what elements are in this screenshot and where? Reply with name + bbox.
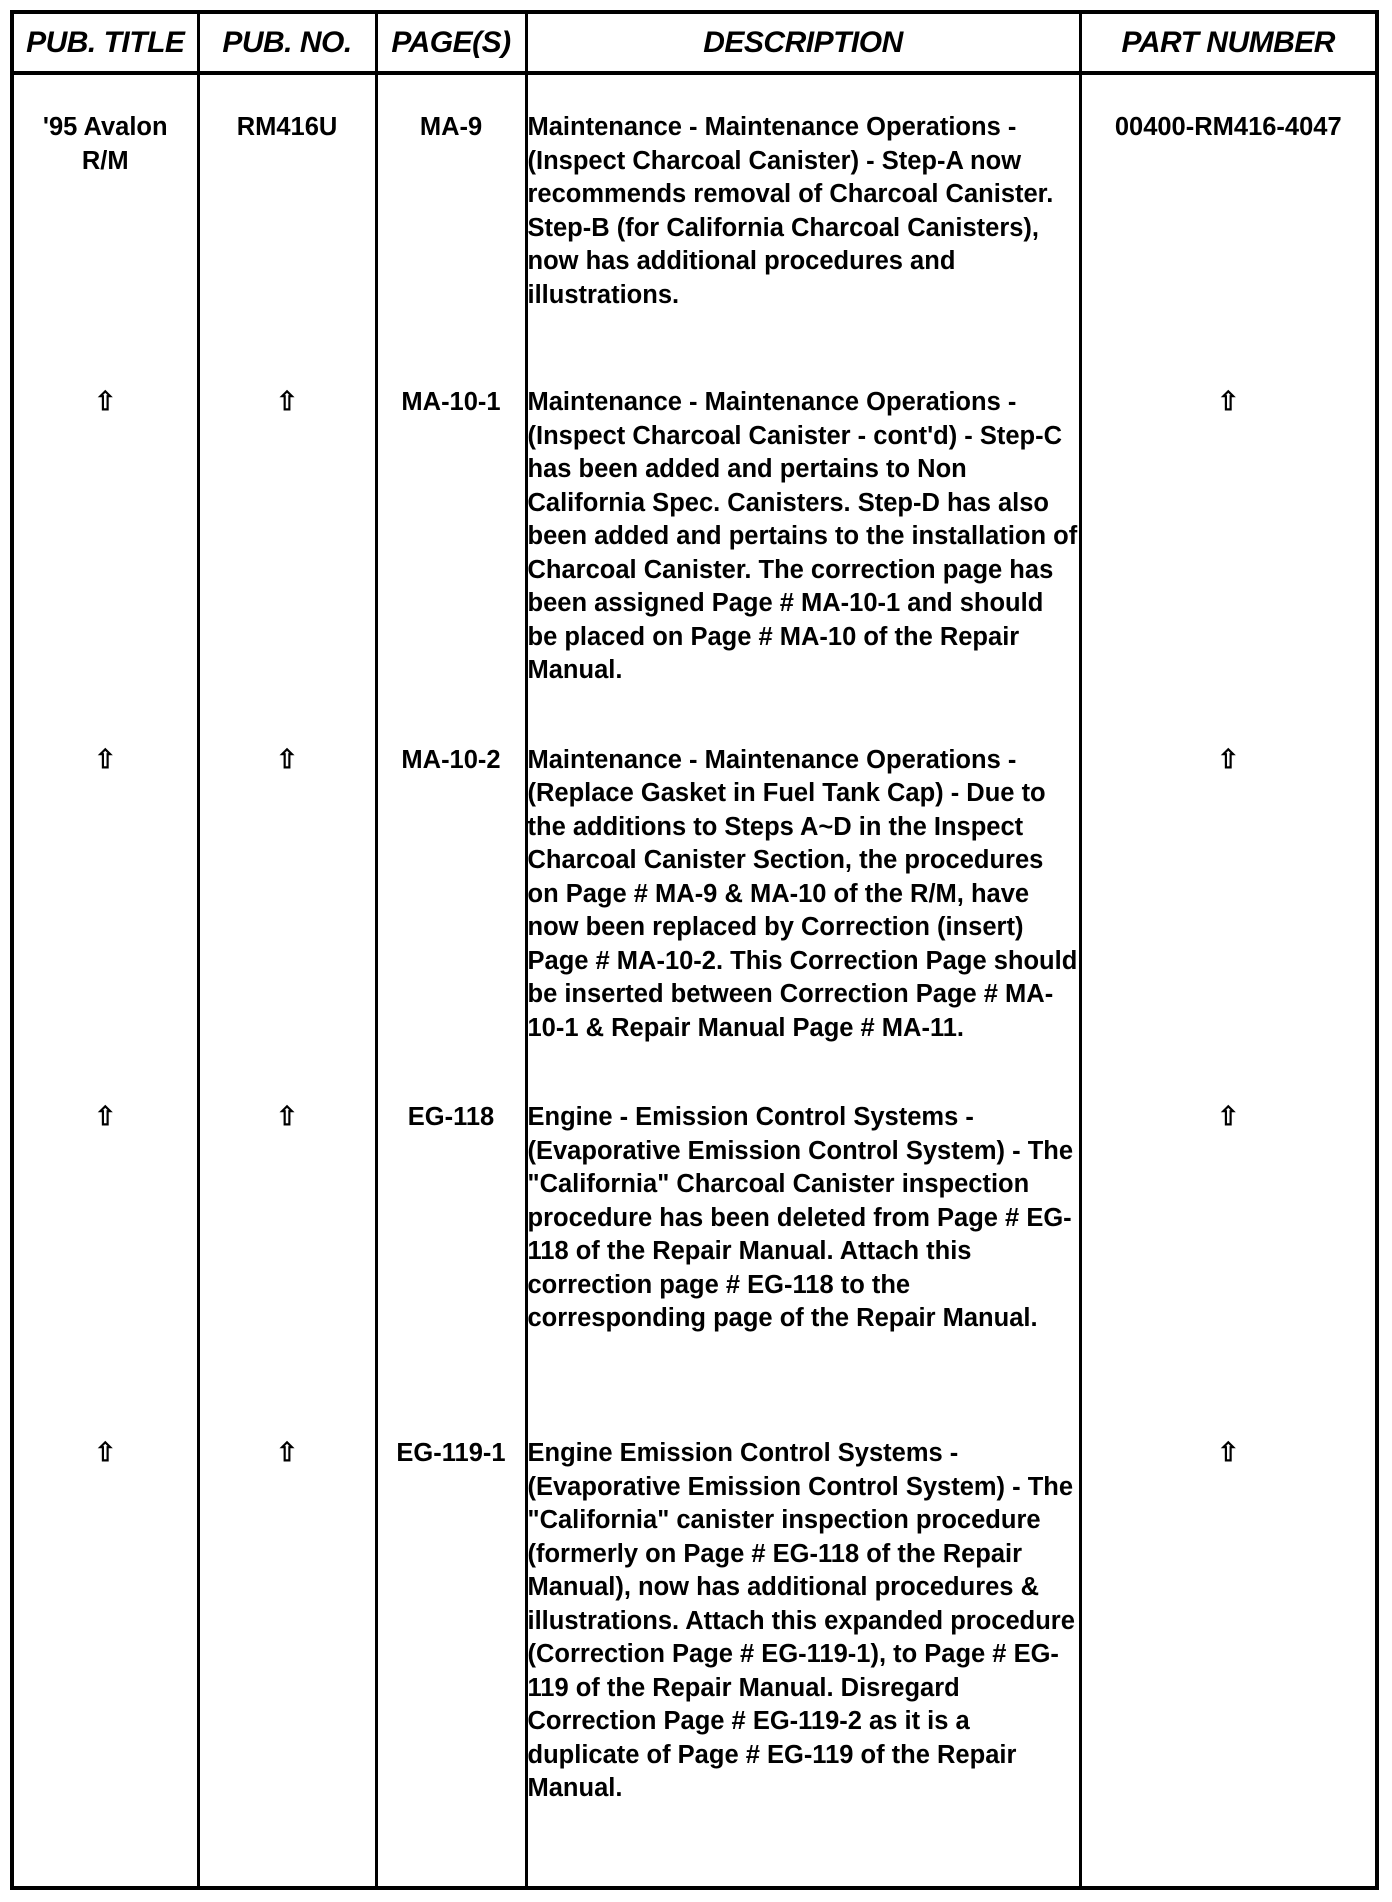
pub-title-cell (12, 350, 198, 708)
pub-title-cell (12, 1401, 198, 1888)
pages-cell (376, 1401, 526, 1888)
pub-title-cell (12, 1065, 198, 1401)
description-text: Maintenance - Maintenance Operations - (Inspect Charcoal Canister - cont'd) - Step-C has been added and pertains to Non California Spec. Canisters. Step-D has also been added and pertains to the installation of Charcoal Canister. The correction page has been assigned Page # MA-10-1 and should be placed on Page # MA-10 of the Repair Manual. (527, 388, 1078, 684)
pages-value: EG-119-1 (396, 1439, 506, 1467)
pub-no-cell (198, 350, 376, 708)
ditto-arrow-icon: ⇧ (276, 386, 298, 416)
ditto-arrow-icon: ⇧ (94, 1101, 117, 1131)
pages-value: MA-10-1 (401, 388, 501, 416)
ditto-arrow-icon: ⇧ (1217, 743, 1240, 774)
description-text: Maintenance - Maintenance Operations - (Inspect Charcoal Canister) - Step-A now recommends removal of Charcoal Canister. Step-B (for California Charcoal Canisters), now has additional procedures and illustrations. (527, 113, 1054, 309)
part-number-cell (1080, 73, 1377, 350)
pub-no-cell (198, 708, 376, 1066)
pages-cell (376, 73, 526, 350)
part-number-value: 00400-RM416-4047 (1114, 113, 1342, 141)
table-header (12, 12, 1377, 73)
ditto-arrow-icon: ⇧ (276, 1101, 298, 1131)
part-number-cell (1080, 1065, 1377, 1401)
pages-value: MA-10-2 (401, 745, 501, 774)
header-pub-title: PUB. TITLE (12, 12, 198, 73)
description-text: Maintenance - Maintenance Operations - (Replace Gasket in Fuel Tank Cap) - Due to the additions to Steps A~D in the Inspect Charcoal Canister Section, the procedures on Page # MA-9 & MA-10 of the R/M, have now been replaced by Correction (insert) Page # MA-10-2. This Correction Page should be inserted between Correction Page # MA-10-1 & Repair Manual Page # MA-11. (527, 745, 1078, 1042)
corrections-table (10, 10, 1379, 1890)
header-pages: PAGE(S) (376, 12, 526, 73)
table-row (12, 1401, 1377, 1888)
ditto-arrow-icon: ⇧ (276, 1437, 298, 1467)
part-number-cell (1080, 1401, 1377, 1888)
table-body (12, 73, 1377, 1888)
description-cell (526, 1065, 1080, 1401)
header-description: DESCRIPTION (526, 12, 1080, 73)
table-row (12, 350, 1377, 708)
pages-cell (376, 1065, 526, 1401)
description-cell (526, 708, 1080, 1066)
pub-title-cell (12, 708, 198, 1066)
pub-no-cell (198, 1401, 376, 1888)
table-row (12, 1065, 1377, 1401)
description-text: Engine - Emission Control Systems - (Evaporative Emission Control System) - The "California" Charcoal Canister inspection procedure has been deleted from Page # EG-118 of the Repair Manual. Attach this correction page # EG-118 to the corresponding page of the Repair Manual. (527, 1103, 1074, 1332)
pub-no-cell (198, 1065, 376, 1401)
ditto-arrow-icon: ⇧ (1217, 1101, 1240, 1131)
pages-value: EG-118 (407, 1103, 495, 1131)
ditto-arrow-icon: ⇧ (1217, 386, 1240, 416)
pub-title-cell (12, 73, 198, 350)
ditto-arrow-icon: ⇧ (94, 1437, 117, 1467)
ditto-arrow-icon: ⇧ (94, 386, 117, 416)
pages-cell (376, 350, 526, 708)
header-pub-no: PUB. NO. (198, 12, 376, 73)
description-cell (526, 73, 1080, 350)
description-cell (526, 1401, 1080, 1888)
pub-no-cell (198, 73, 376, 350)
ditto-arrow-icon: ⇧ (1217, 1437, 1240, 1467)
pub-no-value: RM416U (236, 113, 338, 141)
ditto-arrow-icon: ⇧ (276, 743, 298, 774)
description-text: Engine Emission Control Systems - (Evaporative Emission Control System) - The "California" canister inspection procedure (formerly on Page # EG-118 of the Repair Manual), now has additional procedures & illustrations. Attach this expanded procedure (Correction Page # EG-119-1), to Page # EG-119 of the Repair Manual. Disregard Correction Page # EG-119-2 as it is a duplicate of Page # EG-119 of the Repair Manual. (527, 1439, 1075, 1802)
pub-title-line: '95 Avalon (42, 113, 168, 141)
header-part-number: PART NUMBER (1080, 12, 1377, 73)
table-row (12, 73, 1377, 350)
description-cell (526, 350, 1080, 708)
pub-title-line: R/M (81, 146, 129, 175)
ditto-arrow-icon: ⇧ (94, 743, 117, 774)
table-row (12, 708, 1377, 1066)
pages-value: MA-9 (419, 113, 483, 141)
header-row (12, 12, 1377, 73)
part-number-cell (1080, 708, 1377, 1066)
part-number-cell (1080, 350, 1377, 708)
pages-cell (376, 708, 526, 1066)
